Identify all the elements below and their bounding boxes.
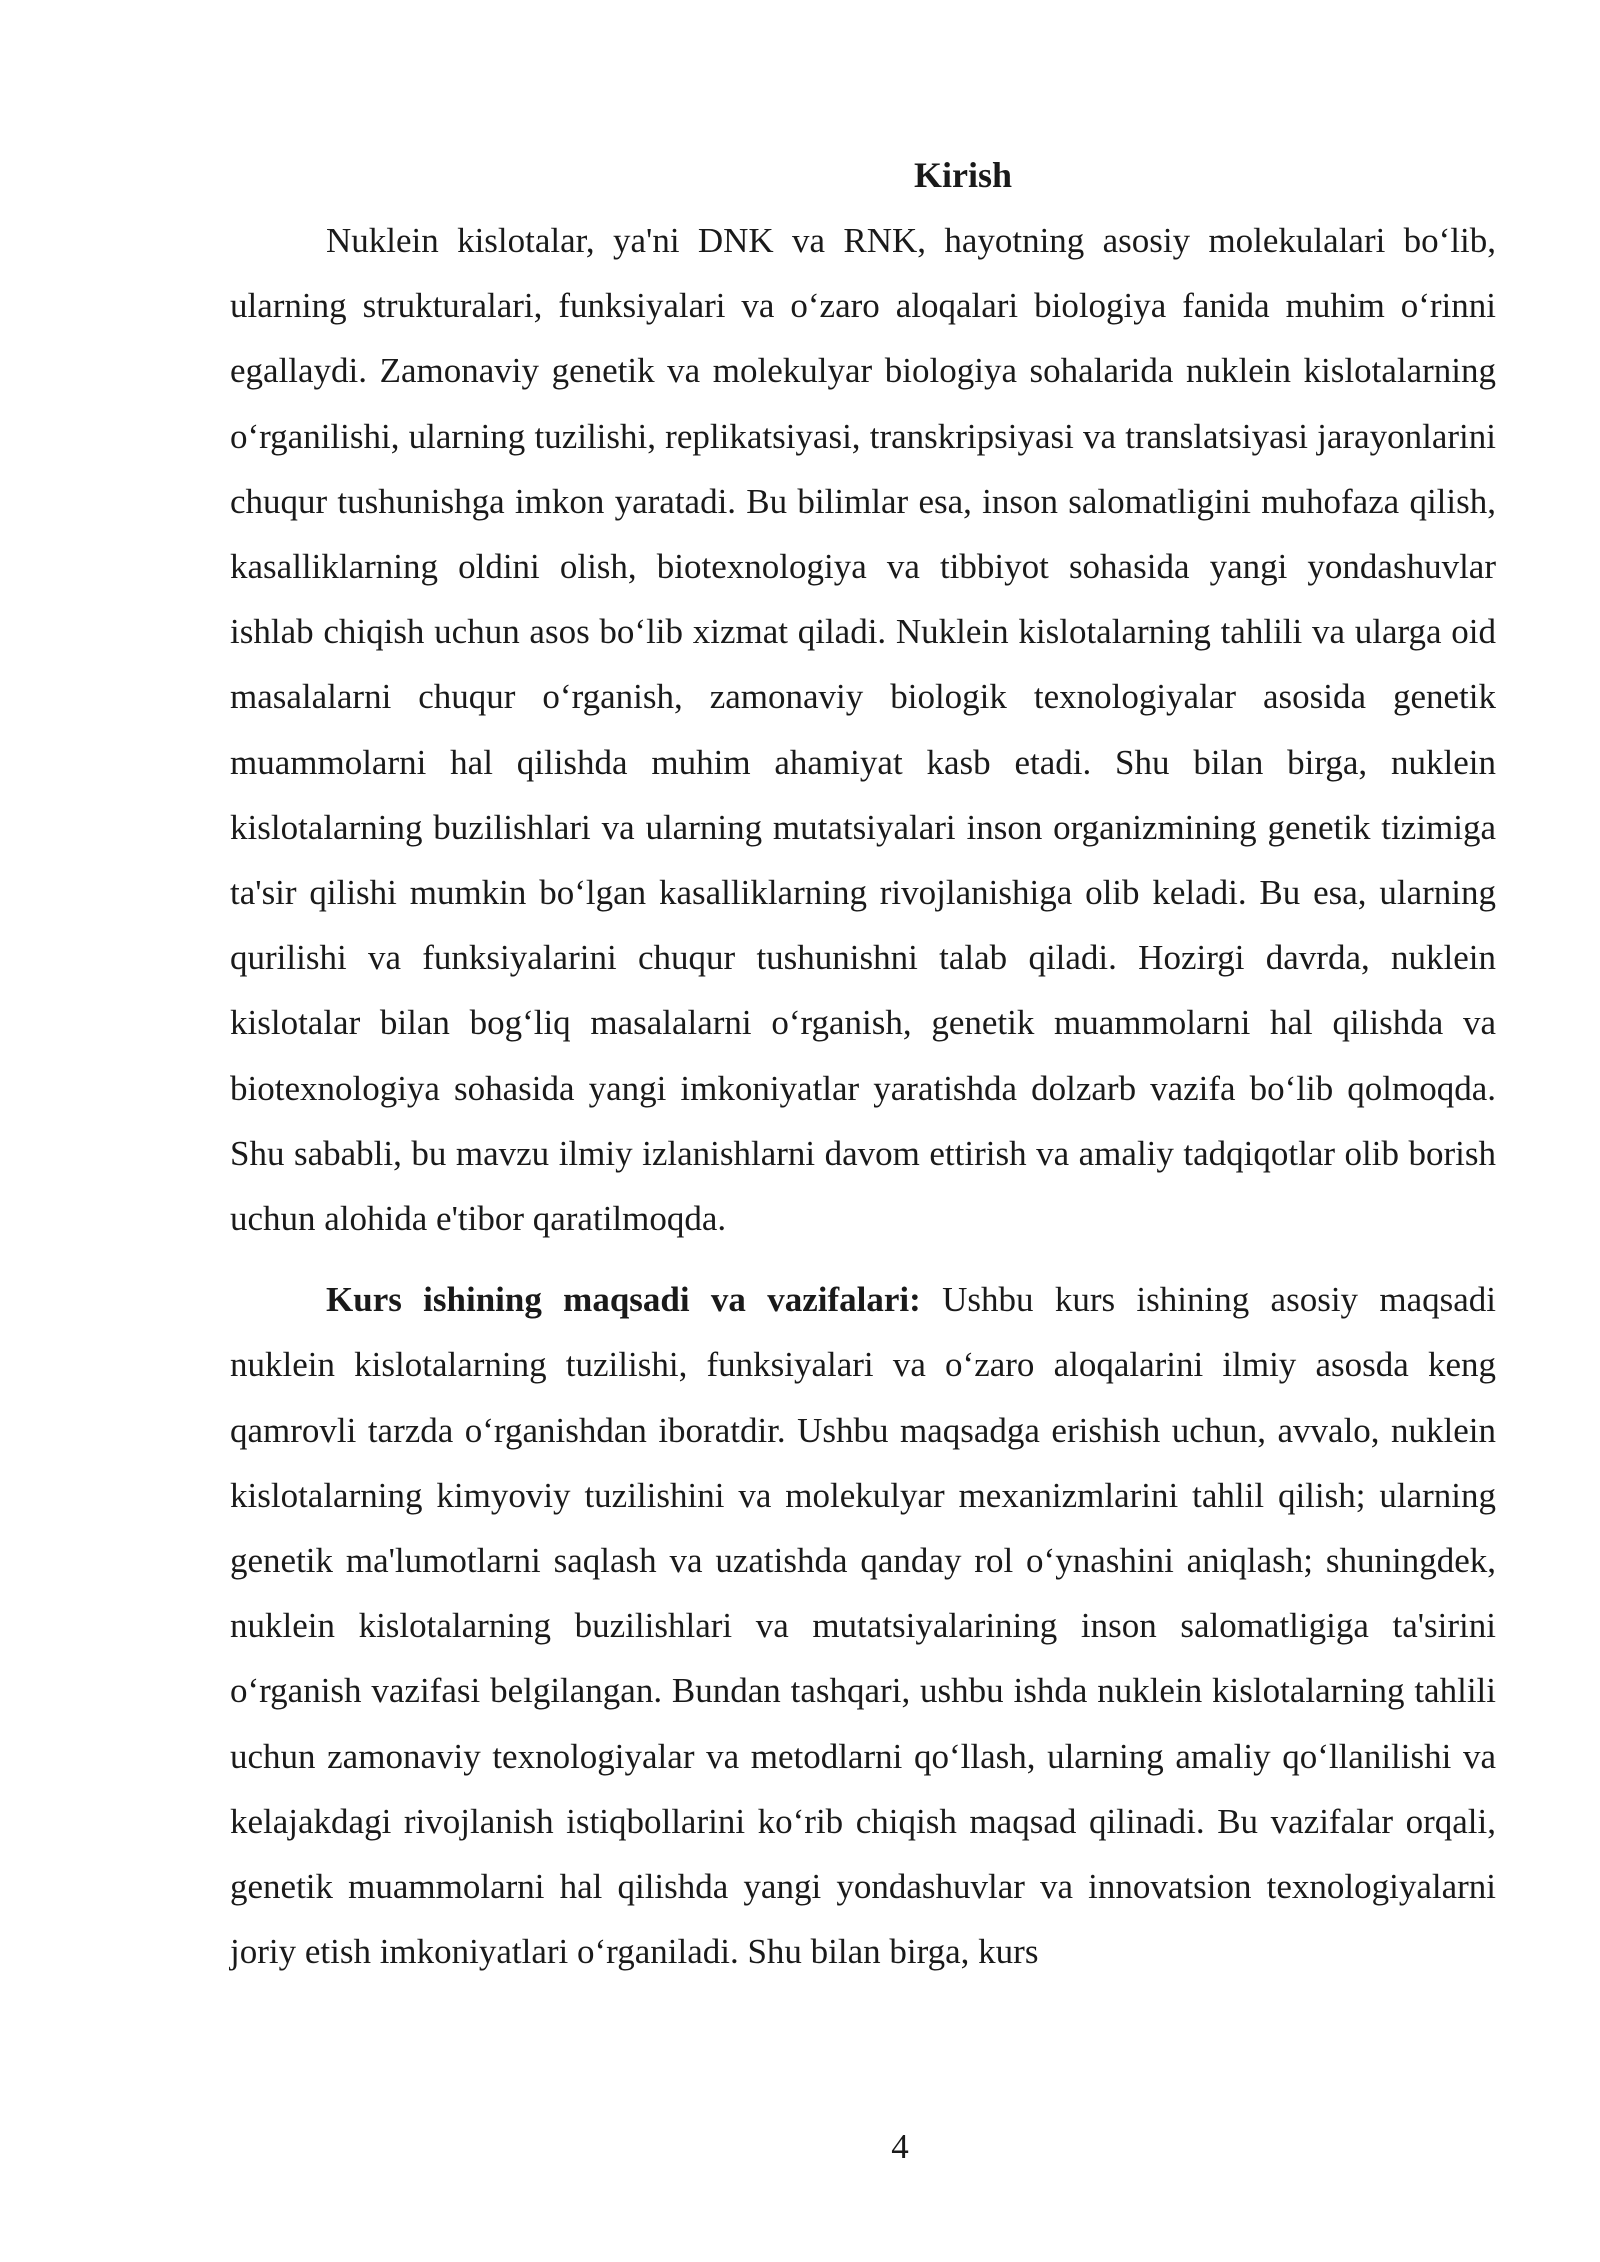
paragraph-goals-text: Ushbu kurs ishining asosiy maqsadi nuklein kislotalarning tuzilishi, funksiyalari va o‘zaro aloqalarini ilmiy asosda keng qamrovli tarzda o‘rganishdan iboratdir. Ushbu maqsadga erishish uchun, avvalo, nuklein kislotalarning kimyoviy tuzilishini va molekulyar mexanizmlarini tahlil qilish; ularning genetik ma'lumotlarni saqlash va uzatishda qanday rol o‘ynashini aniqlash; shuningdek, nuklein kislotalarning buzilishlari va mutatsiyalarining inson salomatligiga ta'sirini o‘rganish vazifasi belgilangan. Bundan tashqari, ushbu ishda nuklein kislotalarning tahlili uchun zamonaviy texnologiyalar va metodlarni qo‘llash, ularning amaliy qo‘llanilishi va kelajakdagi rivojlanish istiqbollarini ko‘rib chiqish maqsad qilinadi. Bu vazifalar orqali, genetik muammolarni hal qilishda yangi yondashuvlar va innovatsion texnologiyalarni joriy etish imkoniyatlari o‘rganiladi. Shu bilan birga, kurs [230,1280,1496,1972]
page-number: 4 [891,2127,909,2166]
page-title: Kirish [913,155,1012,195]
paragraph-introduction-text: Nuklein kislotalar, ya'ni DNK va RNK, hayotning asosiy molekulalari bo‘lib, ularning strukturalari, funksiyalari va o‘zaro aloqalari biologiya fanida muhim o‘rinni egallaydi. Zamonaviy genetik va molekulyar biologiya sohalarida nuklein kislotalarning o‘rganilishi, ularning tuzilishi, replikatsiyasi, transkripsiyasi va translatsiyasi jarayonlarini chuqur tushunishga imkon yaratadi. Bu bilimlar esa, inson salomatligini muhofaza qilish, kasalliklarning oldini olish, biotexnologiya va tibbiyot sohasida yangi yondashuvlar ishlab chiqish uchun asos bo‘lib xizmat qiladi. Nuklein kislotalarning tahlili va ularga oid masalalarni chuqur o‘rganish, zamonaviy biologik texnologiyalar asosida genetik muammolarni hal qilishda muhim ahamiyat kasb etadi. Shu bilan birga, nuklein kislotalarning buzilishlari va ularning mutatsiyalari inson organizmining genetik tizimiga ta'sir qilishi mumkin bo‘lgan kasalliklarning rivojlanishiga olib keladi. Bu esa, ularning qurilishi va funksiyalarini chuqur tushunishni talab qiladi. Hozirgi davrda, nuklein kislotalar bilan bog‘liq masalalarni o‘rganish, genetik muammolarni hal qilishda va biotexnologiya sohasida yangi imkoniyatlar yaratishda dolzarb vazifa bo‘lib qolmoqda. Shu sababli, bu mavzu ilmiy izlanishlarni davom ettirish va amaliy tadqiqotlar olib borish uchun alohida e'tibor qaratilmoqda. [230,221,1496,1239]
paragraph-introduction [230,208,1496,1251]
paragraph-goals-heading: Kurs ishining maqsadi va vazifalari: [326,1280,921,1320]
paragraph-goals [230,1267,1496,1984]
document-page [230,150,1496,1984]
